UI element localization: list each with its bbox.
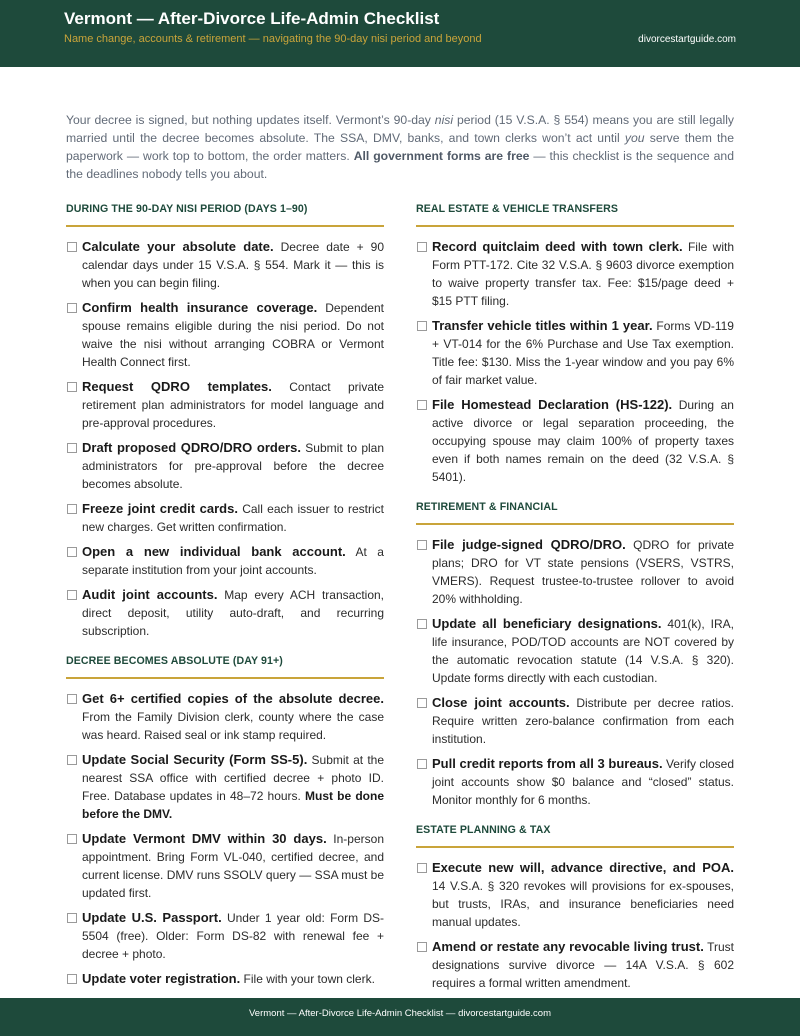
page-title: Vermont — After-Divorce Life-Admin Checklist <box>64 9 440 28</box>
item-description: Decree date + 90 calendar days under 15 V.S.A. § 554. Mark it — this is when you can begin filing. <box>82 240 384 290</box>
footer-text: Vermont — After-Divorce Life-Admin Checklist — divorcestartguide.com <box>249 1008 551 1019</box>
item-description: At a separate institution from your joint accounts. <box>82 545 384 577</box>
checklist-item <box>66 970 384 988</box>
checkbox[interactable] <box>67 303 77 313</box>
item-description: Contact private retirement plan administrators for model language and pre-approval procedures. <box>82 380 384 430</box>
checkbox[interactable] <box>67 382 77 392</box>
item-description: File with Form PTT-172. Cite 32 V.S.A. § 9603 divorce exemption to waive property transfer tax. Fee: $15/page deed + $15 PTT filing. <box>432 240 734 308</box>
item-title: Update Social Security (Form SS-5). <box>82 752 308 767</box>
section-heading: ESTATE PLANNING & TAX <box>416 821 734 848</box>
checklist-item <box>416 615 734 687</box>
checkbox[interactable] <box>417 619 427 629</box>
intro-text: — this checklist is the sequence and the deadlines nobody tells you about. <box>66 149 734 182</box>
checklist-item <box>416 755 734 809</box>
checklist-item <box>66 439 384 493</box>
checklist-item <box>66 751 384 823</box>
checklist-item <box>66 500 384 536</box>
item-title: Update all beneficiary designations. <box>432 616 662 631</box>
right-column <box>416 200 734 998</box>
checkbox[interactable] <box>417 400 427 410</box>
checklist-item <box>416 238 734 310</box>
item-title: Amend or restate any revocable living trust. <box>432 939 704 954</box>
item-description: Under 1 year old: Form DS-5504 (free). Older: Form DS-82 with renewal fee + decree + photo. <box>82 911 384 961</box>
item-description: 401(k), IRA, life insurance, POD/TOD accounts are NOT covered by the automatic revocation statute (14 V.S.A. § 320). Update forms directly with each custodian. <box>432 617 734 685</box>
item-title: Draft proposed QDRO/DRO orders. <box>82 440 301 455</box>
checkbox[interactable] <box>67 504 77 514</box>
checkbox[interactable] <box>417 863 427 873</box>
page-subtitle: Name change, accounts & retirement — navigating the 90-day nisi period and beyond <box>64 33 482 45</box>
checklist-item <box>66 299 384 371</box>
item-description: File with your town clerk. <box>240 972 375 986</box>
checklist-item <box>416 938 734 992</box>
checklist-item <box>416 694 734 748</box>
item-description: From the Family Division clerk, county where the case was heard. Raised seal or ink stamp required. <box>82 710 384 742</box>
section-heading: REAL ESTATE & VEHICLE TRANSFERS <box>416 200 734 227</box>
item-title: Update U.S. Passport. <box>82 910 222 925</box>
page-footer <box>0 998 800 1036</box>
checkbox[interactable] <box>67 547 77 557</box>
checkbox[interactable] <box>67 755 77 765</box>
checklist-item <box>66 909 384 963</box>
item-description: Dependent spouse remains eligible during the nisi period. Do not waive the nisi without arranging COBRA or Vermont Health Connect first. <box>82 301 384 369</box>
section-nisi <box>66 200 384 640</box>
item-description: QDRO for private plans; DRO for VT state pensions (VSERS, VSTRS, VMERS). Request trustee-to-trustee rollover to avoid 20% withholding. <box>432 538 734 606</box>
checkbox[interactable] <box>417 242 427 252</box>
item-title: Open a new individual bank account. <box>82 544 346 559</box>
intro-bold: All government forms are free <box>353 149 530 164</box>
item-description: In-person appointment. Bring Form VL-040, certified decree, and current license. DMV runs SSOLV query — SSA must be updated first. <box>82 832 384 900</box>
checklist-item <box>66 543 384 579</box>
item-description: Submit at the nearest SSA office with certified decree + photo ID. Free. Database updates in 48–72 hours. <box>82 753 384 803</box>
checkbox[interactable] <box>67 443 77 453</box>
checklist-item <box>66 378 384 432</box>
intro-you: you <box>624 131 645 146</box>
checklist-item <box>416 536 734 608</box>
section-estate <box>416 821 734 998</box>
intro-text: Your decree is signed, but nothing updates itself. Vermont’s 90-day <box>66 113 435 127</box>
item-description: Forms VD-119 + VT-014 for the 6% Purchase and Use Tax exemption. Title fee: $130. Miss the 1-year window and you pay 6% of fair market value. <box>432 319 734 387</box>
section-retirement <box>416 498 734 809</box>
item-title: File judge-signed QDRO/DRO. <box>432 537 626 552</box>
item-title: Pull credit reports from all 3 bureaus. <box>432 756 663 771</box>
item-title: Calculate your absolute date. <box>82 239 274 254</box>
item-description: Distribute per decree ratios. Require written zero-balance confirmation from each institution. <box>432 696 734 746</box>
checkbox[interactable] <box>67 913 77 923</box>
item-description: 14 V.S.A. § 320 revokes will provisions for ex-spouses, but trusts, IRAs, and insurance beneficiaries need manual updates. <box>432 879 734 929</box>
item-title: File Homestead Declaration (HS-122). <box>432 397 673 412</box>
item-emphasis: Must be done before the DMV. <box>82 789 384 821</box>
intro-paragraph <box>66 111 734 183</box>
checklist-item <box>416 396 734 486</box>
intro-nisi: nisi <box>434 113 454 127</box>
item-title: Audit joint accounts. <box>82 587 218 602</box>
checklist-item <box>416 317 734 389</box>
section-heading: RETIREMENT & FINANCIAL <box>416 498 734 525</box>
checkbox[interactable] <box>67 974 77 984</box>
item-title: Freeze joint credit cards. <box>82 501 238 516</box>
checklist-item <box>66 238 384 292</box>
item-title: Execute new will, advance directive, and POA. <box>432 860 734 875</box>
item-title: Get 6+ certified copies of the absolute decree. <box>82 691 384 706</box>
checklist-item <box>66 690 384 744</box>
checklist-item <box>66 830 384 902</box>
item-title: Record quitclaim deed with town clerk. <box>432 239 683 254</box>
checkbox[interactable] <box>417 540 427 550</box>
checkbox[interactable] <box>67 694 77 704</box>
item-title: Confirm health insurance coverage. <box>82 300 318 315</box>
section-absolute <box>66 652 384 988</box>
item-description: Trust designations survive divorce — 14A V.S.A. § 602 requires a formal written amendment. <box>432 940 734 990</box>
item-title: Request QDRO templates. <box>82 379 272 394</box>
section-heading: DECREE BECOMES ABSOLUTE (DAY 91+) <box>66 652 384 679</box>
checkbox[interactable] <box>67 242 77 252</box>
item-title: Update Vermont DMV within 30 days. <box>82 831 327 846</box>
item-description: Map every ACH transaction, direct deposit, utility auto-draft, and recurring subscription. <box>82 588 384 638</box>
item-title: Update voter registration. <box>82 971 241 986</box>
item-description: Call each issuer to restrict new charges. Get written confirmation. <box>82 502 384 534</box>
checkbox[interactable] <box>417 698 427 708</box>
site-name: divorcestartguide.com <box>638 34 736 45</box>
checklist-item <box>416 859 734 931</box>
left-column <box>66 200 384 998</box>
item-description: Submit to plan administrators for pre-approval before the decree becomes absolute. <box>82 441 384 491</box>
section-heading: DURING THE 90-DAY NISI PERIOD (DAYS 1–90) <box>66 200 384 227</box>
checkbox[interactable] <box>67 590 77 600</box>
item-description: During an active divorce or legal separation proceeding, the occupying spouse may claim 100% of property taxes even if both names remain on the deed (32 V.S.A. § 5401). <box>432 398 734 484</box>
intro-text: period (15 V.S.A. § 554) means you are still legally married until the decree becomes absolute. The SSA, DMV, banks, and town clerks won’t act until <box>66 113 735 146</box>
checkbox[interactable] <box>417 759 427 769</box>
checklist-item <box>66 586 384 640</box>
intro-text: serve them the paperwork — work top to bottom, the order matters. <box>66 131 734 164</box>
item-title: Close joint accounts. <box>432 695 570 710</box>
item-description: Verify closed joint accounts show $0 balance and “closed” status. Monitor monthly for 6 months. <box>432 757 734 807</box>
checkbox[interactable] <box>417 321 427 331</box>
checkbox[interactable] <box>417 942 427 952</box>
checkbox[interactable] <box>67 834 77 844</box>
section-realestate <box>416 200 734 486</box>
item-title: Transfer vehicle titles within 1 year. <box>432 318 653 333</box>
page-header <box>0 0 800 67</box>
